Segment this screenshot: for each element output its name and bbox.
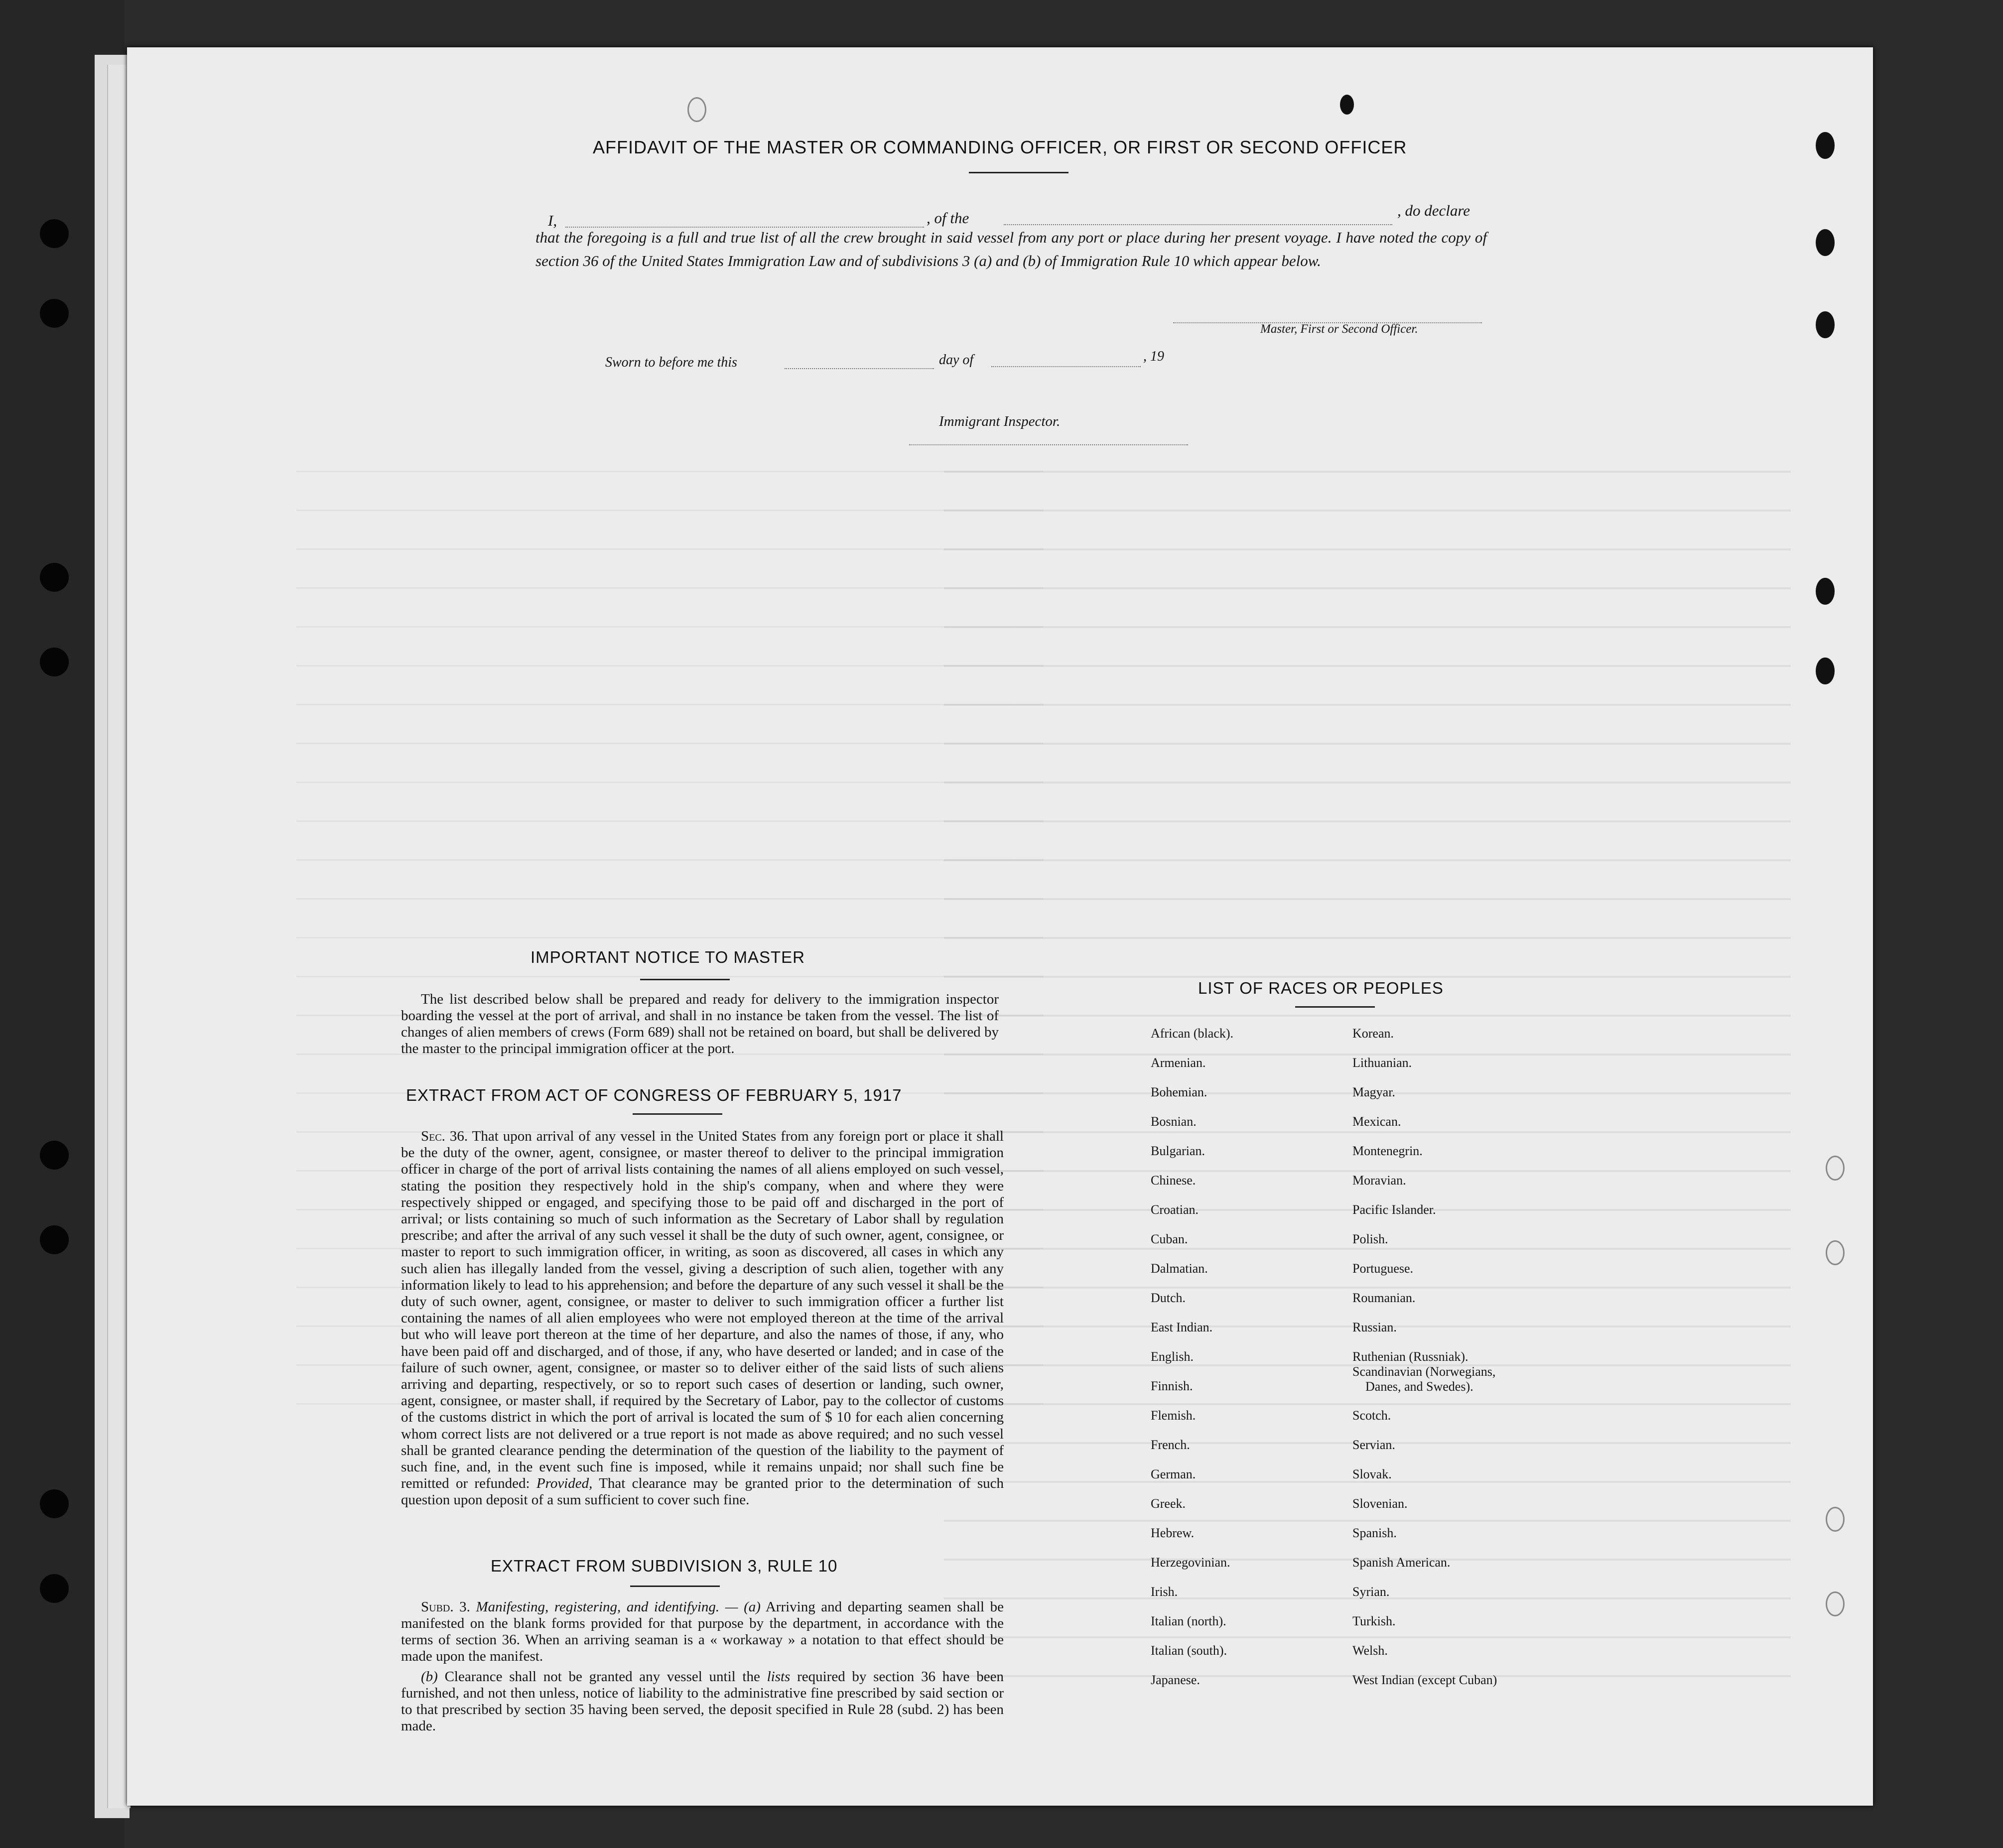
race-item: Polish. (1352, 1232, 1388, 1246)
race-item: Irish. (1151, 1584, 1178, 1599)
race-item: Italian (south). (1151, 1643, 1227, 1658)
race-item: Magyar. (1352, 1085, 1395, 1099)
race-item: Syrian. (1352, 1584, 1390, 1599)
heading-rule (640, 979, 730, 980)
vessel-blank[interactable] (1004, 223, 1392, 225)
race-item: Dalmatian. (1151, 1261, 1208, 1276)
race-item: Scotch. (1352, 1408, 1391, 1423)
notice-heading: IMPORTANT NOTICE TO MASTER (531, 948, 805, 966)
act-extract-heading: EXTRACT FROM ACT OF CONGRESS OF FEBRUARY 5, 1917 (406, 1086, 902, 1104)
race-item: West Indian (except Cuban) (1352, 1673, 1497, 1687)
heading-rule (1295, 1006, 1375, 1008)
punch-hole (1816, 658, 1835, 684)
race-item: Ruthenian (Russniak). Scandinavian (Norwegians, Danes, and Swedes). (1352, 1349, 1496, 1394)
master-signature-label: Master, First or Second Officer. (1260, 322, 1418, 336)
race-item: German. (1151, 1467, 1196, 1481)
heading-rule (969, 172, 1068, 173)
race-item: Spanish. (1352, 1526, 1397, 1540)
punch-hole (1826, 1156, 1845, 1181)
affidavit-heading: AFFIDAVIT OF THE MASTER OR COMMANDING OFFICER, OR FIRST OR SECOND OFFICER (593, 137, 1407, 157)
punch-hole (1826, 1507, 1845, 1532)
bleed-through-rows (944, 436, 1791, 1711)
race-item: Russian. (1352, 1320, 1397, 1334)
race-item: Korean. (1352, 1026, 1394, 1041)
race-item: Bulgarian. (1151, 1144, 1205, 1158)
rule-extract-heading: EXTRACT FROM SUBDIVISION 3, RULE 10 (491, 1557, 838, 1575)
race-item: Chinese. (1151, 1173, 1196, 1188)
inspector-label: Immigrant Inspector. (939, 413, 1061, 429)
affidavit-body: that the foregoing is a full and true list of all the crew brought in said vessel from any port or place during her present voyage. I have noted the copy of section 36 of the United States Immigration Law and of subdivisions 3 (a) and (b) of Immigration Rule 10 which appear below. (535, 229, 1487, 269)
inspector-signature-line[interactable] (909, 443, 1188, 445)
race-item: Pacific Islander. (1352, 1202, 1436, 1217)
punch-hole (1826, 1591, 1845, 1616)
race-item: Hebrew. (1151, 1526, 1195, 1540)
binder-hole (40, 648, 69, 676)
lists-word: lists (767, 1669, 791, 1685)
heading-rule (630, 1585, 720, 1587)
punch-hole (1816, 229, 1835, 256)
act-extract-body (401, 1128, 1004, 1509)
rule-para-b1: Clearance shall not be granted any vessel until the (444, 1669, 760, 1685)
race-item: Bosnian. (1151, 1114, 1197, 1129)
race-item: English. (1151, 1349, 1194, 1364)
punch-hole (1816, 132, 1835, 159)
race-item: Spanish American. (1352, 1555, 1451, 1570)
heading-rule (633, 1113, 722, 1115)
subd-label: Subd. 3. (421, 1599, 470, 1615)
race-item: French. (1151, 1438, 1190, 1452)
day-of-label: day of (939, 352, 974, 368)
act-body-part1: That upon arrival of any vessel in the United States from any foreign port or place it shall be the duty of the owner, agent, consignee, or master thereof to deliver to the principal immigration officer in charge of the port of arrival lists containing the names of all aliens employed on such vessel, stating the position they respectively hold in the ship's company, when and where they were respectively shipped or engaged, and specifying those to be paid off and discharged in the port of arrival; or lists containing so much of such information as the Secretary of Labor shall by regulation prescribe; and after the arrival of any such vessel it shall be the duty of such owner, agent, consignee, or master to report to such immigration officer, in writing, as soon as discovered, all cases in which any such alien has illegally landed from the vessel, giving a description of such alien, together with any information likely to lead to his apprehension; and before the departure of any such vessel it shall be the duty of such owner, agent, consignee, or master to deliver to such immigration officer a further list containing the names of all alien employees who were not employed thereon at the time of the arrival but who will leave port thereon at the time of her departure, and also the names of those, if any, who have been paid off and discharged, and of those, if any, who have deserted or landed; and in case of the failure of such owner, agent, consignee, or master so to deliver either of the said lists of such aliens arriving and departing, respectively, or so to report such cases of desertion or landing, such owner, agent, consignee, or master shall, if required by the Secretary of Labor, pay to the collector of customs of the customs district in which the port of arrival is located the sum of $ 10 for each alien concerning whom correct lists are not delivered or a true report is not made as above required; and no such vessel shall be granted clearance pending the determination of the question of the liability to the payment of such fine, and, in the event such fine is imposed, while it remains unpaid; nor shall such fine be remitted or refunded: (401, 1128, 1004, 1492)
race-item: Montenegrin. (1352, 1144, 1423, 1158)
race-item: East Indian. (1151, 1320, 1213, 1334)
race-item: Armenian. (1151, 1056, 1206, 1070)
race-item: Dutch. (1151, 1291, 1186, 1305)
day-blank[interactable] (785, 367, 934, 369)
race-item: Slovenian. (1352, 1496, 1408, 1511)
race-item: Italian (north). (1151, 1614, 1226, 1628)
race-item: Mexican. (1352, 1114, 1401, 1129)
race-item: Finnish. (1151, 1379, 1193, 1393)
race-item: Croatian. (1151, 1202, 1199, 1217)
sec-label: Sec. 36. (421, 1128, 468, 1144)
rule-extract-para-b (401, 1669, 1004, 1734)
race-item: Greek. (1151, 1496, 1186, 1511)
year-label: , 19 (1143, 349, 1164, 364)
b-label: (b) (421, 1669, 438, 1685)
race-item: Herzegovinian. (1151, 1555, 1230, 1570)
binder-hole (40, 1141, 69, 1170)
race-item: Portuguese. (1352, 1261, 1414, 1276)
race-item: Welsh. (1352, 1643, 1388, 1658)
binder-hole (40, 219, 69, 248)
punch-hole (1340, 95, 1354, 115)
race-item: Turkish. (1352, 1614, 1396, 1628)
race-item: Bohemian. (1151, 1085, 1207, 1099)
affidavit-do-declare: , do declare (1397, 202, 1470, 219)
rule-para-b2: required by section 36 have been furnished, and not then unless, notice of liability to the administrative fine prescribed by said section or to that prescribed by section 35 having been served, the deposit specified in Rule 28 (subd. 2) has been made. (401, 1669, 1004, 1734)
form-page (127, 47, 1873, 1806)
subd-title: Manifesting, registering, and identifying. — (a) (476, 1599, 761, 1615)
act-provided: Provided, (536, 1475, 593, 1492)
race-item: Cuban. (1151, 1232, 1188, 1246)
affidavit-i: I, (548, 212, 557, 229)
race-item: Flemish. (1151, 1408, 1196, 1423)
month-blank[interactable] (991, 365, 1141, 367)
race-item: African (black). (1151, 1026, 1234, 1041)
punch-hole (1816, 311, 1835, 338)
act-body-part2: That clearance may be granted prior to the determination of such question upon deposit of a sum sufficient to cover such fine. (401, 1475, 1004, 1508)
affidavit-of-the: , of the (927, 209, 969, 227)
race-item: Japanese. (1151, 1673, 1200, 1687)
punch-hole (1816, 578, 1835, 605)
races-heading: LIST OF RACES OR PEOPLES (1198, 979, 1444, 997)
binder-hole (40, 1489, 69, 1518)
race-item: Moravian. (1352, 1173, 1406, 1188)
binder-hole (40, 299, 69, 328)
race-item: Roumanian. (1352, 1291, 1416, 1305)
binder-hole (40, 563, 69, 592)
rule-extract-para-a (401, 1599, 1004, 1665)
sworn-prefix: Sworn to before me this (605, 355, 737, 370)
rule-para-a: Arriving and departing seamen shall be manifested on the blank forms provided for that purpose by the department, in accordance with the terms of section 36. When an arriving seaman is a « workaway » a notation to that effect should be made upon the manifest. (401, 1599, 1004, 1664)
binder-hole (40, 1574, 69, 1603)
race-item: Lithuanian. (1352, 1056, 1412, 1070)
punch-hole (1826, 1240, 1845, 1265)
race-item: Servian. (1352, 1438, 1395, 1452)
binder-hole (40, 1225, 69, 1254)
race-item: Slovak. (1352, 1467, 1392, 1481)
punch-hole (687, 97, 706, 122)
notice-body: The list described below shall be prepared and ready for delivery to the immigration inspector boarding the vessel at the port of arrival, and shall in no instance be taken from the vessel. The list of changes of alien members of crews (Form 689) shall not be retained on board, but shall be delivered by the master to the principal immigration officer at the port. (401, 991, 999, 1056)
